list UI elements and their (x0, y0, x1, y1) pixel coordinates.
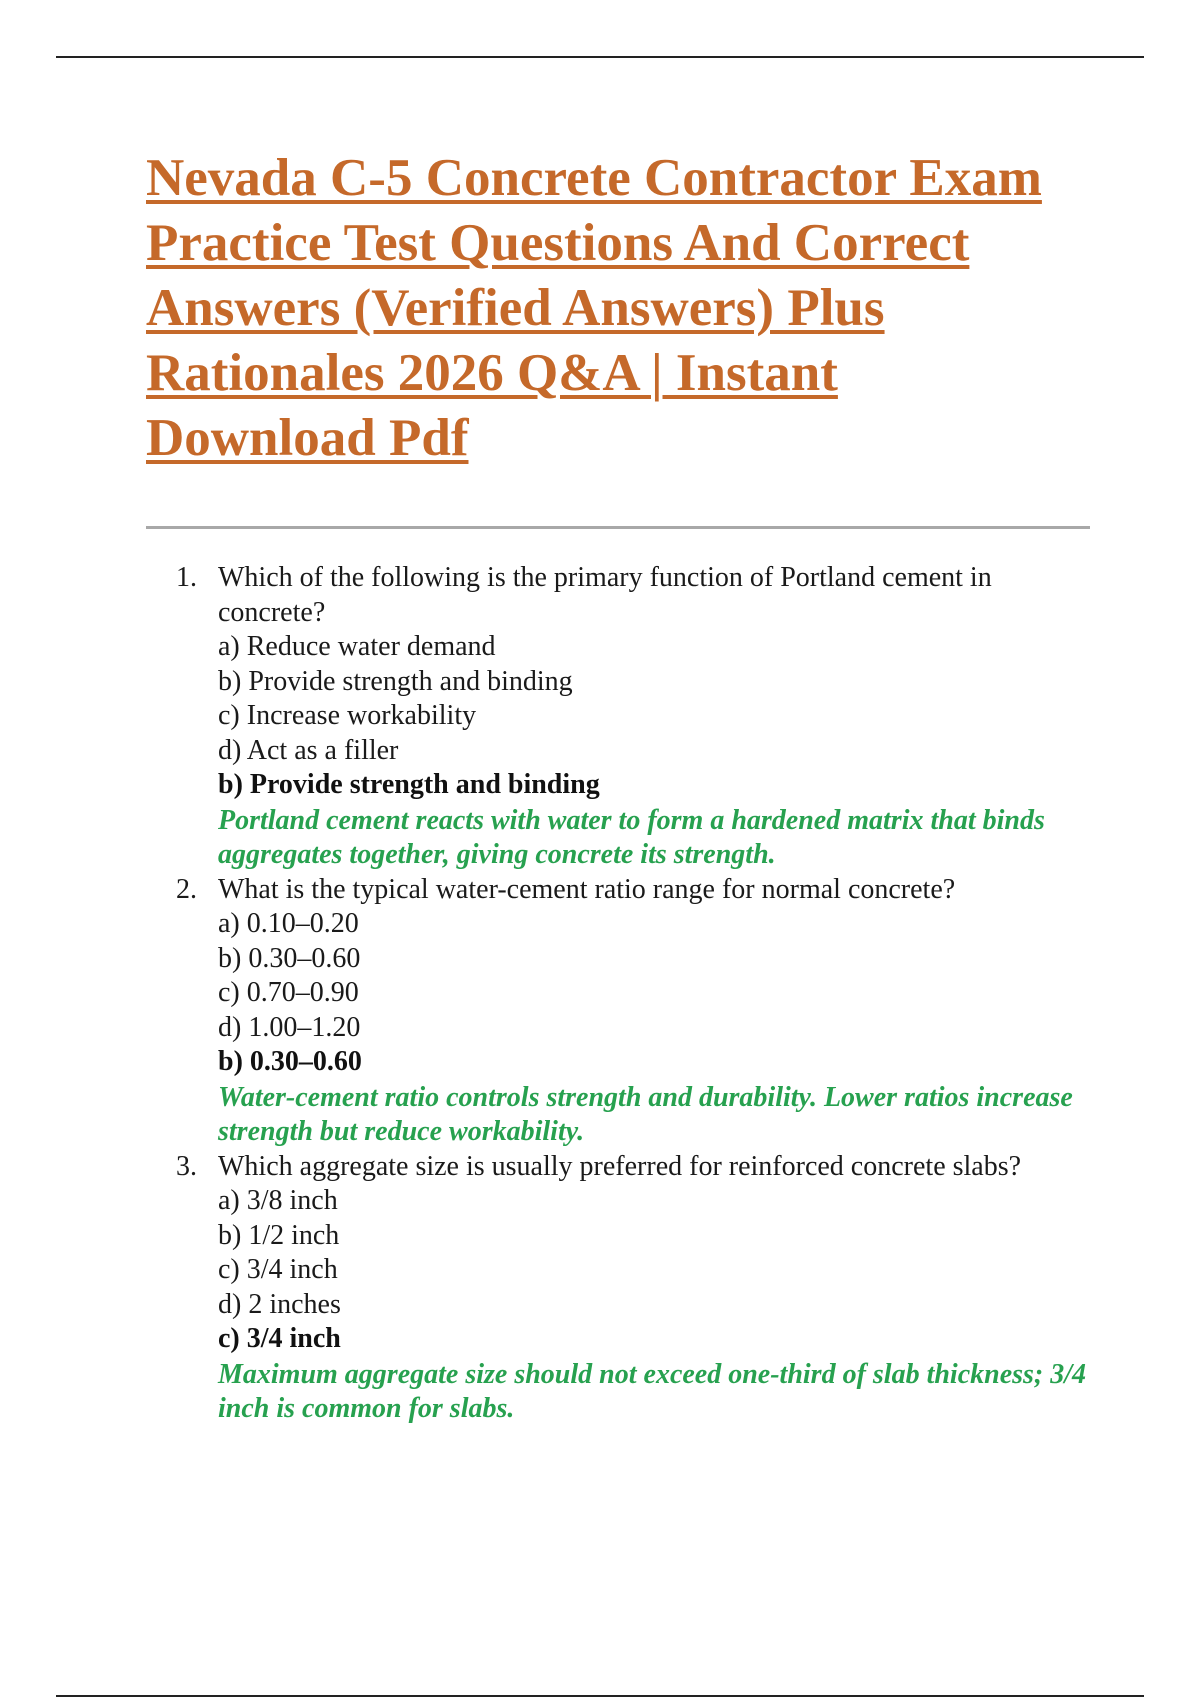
question-item (176, 561, 1096, 873)
question-text: What is the typical water-cement ratio range for normal concrete? (218, 873, 956, 905)
answer-rationale: Water-cement ratio controls strength and durability. Lower ratios increase strength but reduce workability. (218, 1081, 1073, 1147)
question-text: Which of the following is the primary function of Portland cement in concrete? (218, 562, 992, 628)
answer-option: d) Act as a filler (218, 734, 399, 766)
answer-option: b) 1/2 inch (218, 1219, 340, 1251)
question-number: 2. (176, 873, 197, 905)
answer-option: c) 3/4 inch (218, 1254, 338, 1285)
question-list (176, 561, 1096, 1427)
answer-rationale: Maximum aggregate size should not exceed one-third of slab thickness; 3/4 inch is common for slabs. (218, 1358, 1087, 1424)
question-text: Which aggregate size is usually preferred for reinforced concrete slabs? (218, 1150, 1022, 1182)
answer-option: a) 0.10–0.20 (218, 908, 359, 939)
answer-option: b) 0.30–0.60 (218, 942, 361, 974)
answer-option: c) Increase workability (218, 700, 477, 731)
answer-option: c) 0.70–0.90 (218, 977, 359, 1008)
page-bottom-rule (56, 1695, 1144, 1697)
answer-option: d) 1.00–1.20 (218, 1011, 361, 1043)
question-number: 1. (176, 562, 197, 593)
title-separator (146, 526, 1090, 529)
document-title-link[interactable]: Nevada C-5 Concrete Contractor Exam Practice Test Questions And Correct Answers (Verified Answers) Plus Rationales 2026 Q&A | Instant Download Pdf (146, 149, 1042, 467)
correct-answer: c) 3/4 inch (218, 1323, 341, 1354)
answer-option: a) Reduce water demand (218, 631, 496, 662)
question-number: 3. (176, 1150, 197, 1182)
question-item (176, 873, 1096, 1150)
answer-option: b) Provide strength and binding (218, 665, 573, 697)
answer-option: d) 2 inches (218, 1288, 341, 1320)
answer-rationale: Portland cement reacts with water to form a hardened matrix that binds aggregates together, giving concrete its strength. (218, 804, 1045, 870)
answer-option: a) 3/8 inch (218, 1185, 338, 1216)
document-title (146, 146, 1076, 471)
question-item (176, 1150, 1096, 1427)
correct-answer: b) 0.30–0.60 (218, 1046, 362, 1077)
correct-answer: b) Provide strength and binding (218, 769, 600, 800)
page-top-rule (56, 56, 1144, 58)
